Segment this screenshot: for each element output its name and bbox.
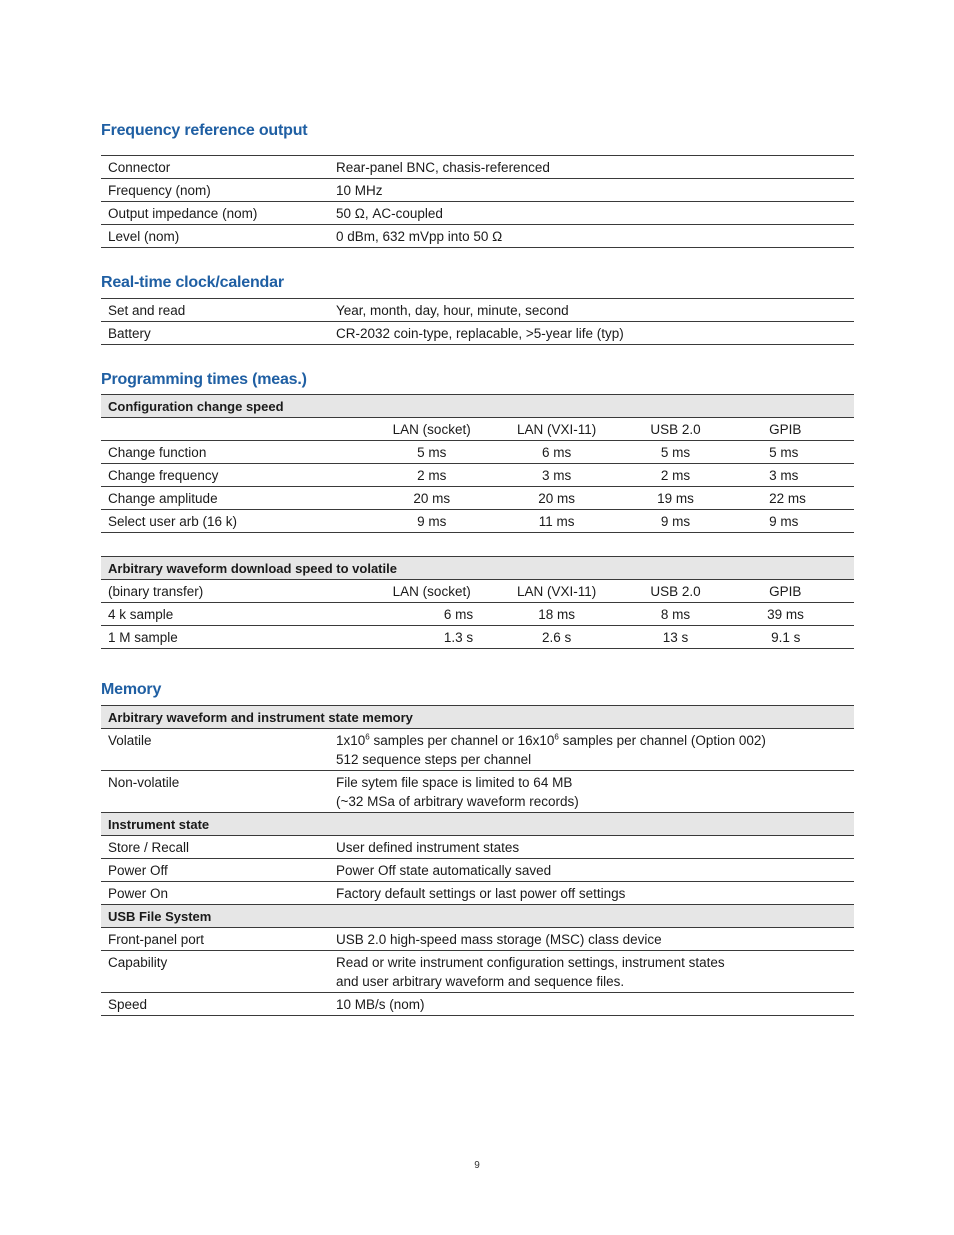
column-header (101, 418, 372, 441)
table-cell: 8 ms (660, 607, 691, 622)
table-row (101, 626, 854, 649)
table-header-row (101, 813, 854, 836)
table-row (101, 882, 854, 905)
table-row (101, 928, 854, 951)
table-row (101, 299, 854, 322)
spec-key: Output impedance (nom) (108, 206, 258, 221)
spec-key: Power On (108, 886, 169, 901)
table-cell: 5 ms (660, 445, 691, 460)
column-header: GPIB (769, 422, 802, 437)
table-cell: 20 ms (538, 491, 575, 506)
page-number: 9 (474, 1160, 480, 1171)
spec-value: Factory default settings or last power off settings (336, 886, 626, 901)
table-row (101, 441, 854, 464)
table-cell: 9 ms (769, 514, 799, 529)
table-cell: 13 s (662, 630, 689, 645)
spec-value: 10 MB/s (nom) (336, 997, 425, 1012)
spec-value-text: and user arbitrary waveform and sequence files. (336, 974, 625, 989)
table-row (101, 156, 854, 179)
column-header: LAN (socket) (392, 422, 471, 437)
table-cell: 6 ms (541, 445, 572, 460)
table-header-row (101, 905, 854, 928)
spec-value: Power Off state automatically saved (336, 863, 552, 878)
table-header-row (101, 557, 854, 580)
spec-key: Capability (108, 955, 168, 970)
table-cell: 2 ms (660, 468, 691, 483)
table-group-header: Instrument state (101, 813, 854, 836)
spec-value: Rear-panel BNC, chasis-referenced (336, 160, 550, 175)
column-header: LAN (VXI-11) (516, 422, 597, 437)
row-label: Change function (108, 445, 207, 460)
spec-value-text: Read or write instrument configuration settings, instrument states (336, 955, 725, 970)
table-header-row (101, 706, 854, 729)
table-row (101, 510, 854, 533)
section-title-memory: Memory (101, 681, 162, 698)
spec-value-text: 1x10 (336, 733, 366, 748)
section-title-frequency-reference: Frequency reference output (101, 122, 308, 139)
table-cell: 9 ms (417, 514, 447, 529)
spec-value: 10 MHz (336, 183, 383, 198)
table-header-row (101, 395, 854, 418)
spec-key: Frequency (nom) (108, 183, 211, 198)
spec-key: Set and read (108, 303, 186, 318)
table-row (101, 322, 854, 345)
spec-value-text: File sytem file space is limited to 64 MB (336, 775, 573, 790)
real-time-clock-table (101, 298, 854, 345)
row-label: Change amplitude (108, 491, 218, 506)
spec-key: Non-volatile (108, 775, 180, 790)
spec-value: User defined instrument states (336, 840, 520, 855)
spec-key: Battery (108, 326, 151, 341)
row-label: Select user arb (16 k) (108, 514, 238, 529)
section-title-real-time-clock: Real-time clock/calendar (101, 274, 284, 291)
exponent: 6 (365, 732, 370, 742)
exponent: 6 (554, 732, 559, 742)
row-label: 1 M sample (108, 630, 178, 645)
spec-value: 0 dBm, 632 mVpp into 50 Ω (336, 229, 503, 244)
table-cell: 9 ms (660, 514, 691, 529)
spec-value: Year, month, day, hour, minute, second (336, 303, 569, 318)
column-header: USB 2.0 (650, 422, 701, 437)
column-header: LAN (socket) (392, 584, 471, 599)
section-title-programming-times: Programming times (meas.) (101, 371, 307, 388)
row-label: Change frequency (108, 468, 219, 483)
table-cell: 6 ms (443, 607, 474, 622)
table-cell: 3 ms (769, 468, 799, 483)
table-group-header: Arbitrary waveform download speed to volatile (101, 557, 854, 580)
column-header: LAN (VXI-11) (516, 584, 597, 599)
table-row (101, 179, 854, 202)
memory-table (101, 705, 854, 1016)
arbitrary-download-speed-table (101, 556, 854, 649)
spec-value (329, 729, 854, 771)
column-header: USB 2.0 (650, 584, 701, 599)
column-header: (binary transfer) (108, 584, 204, 599)
spec-value (329, 951, 854, 993)
table-cell: 2 ms (417, 468, 447, 483)
table-row (101, 951, 854, 993)
table-group-header: Configuration change speed (101, 395, 854, 418)
spec-key: Power Off (108, 863, 168, 878)
spec-value-text: 512 sequence steps per channel (336, 752, 532, 767)
column-header: GPIB (769, 584, 802, 599)
table-cell: 11 ms (538, 514, 575, 529)
table-cell: 3 ms (541, 468, 572, 483)
table-row (101, 225, 854, 248)
frequency-reference-table (101, 155, 854, 248)
spec-value: CR-2032 coin-type, replacable, >5-year life (typ) (336, 326, 624, 341)
spec-key: Connector (108, 160, 171, 175)
table-cell: 5 ms (769, 445, 799, 460)
table-cell: 1.3 s (443, 630, 474, 645)
spec-key: Store / Recall (108, 840, 190, 855)
table-row (101, 729, 854, 771)
spec-key: Volatile (108, 733, 152, 748)
table-row (101, 464, 854, 487)
spec-value-text: samples per channel (Option 002) (558, 733, 766, 748)
spec-key: Speed (108, 997, 148, 1012)
configuration-change-speed-table (101, 394, 854, 533)
table-row (101, 836, 854, 859)
table-cell: 22 ms (769, 491, 806, 506)
spec-value: USB 2.0 high-speed mass storage (MSC) class device (336, 932, 662, 947)
table-group-header: Arbitrary waveform and instrument state memory (101, 706, 854, 729)
spec-key: Front-panel port (108, 932, 205, 947)
table-row (101, 771, 854, 813)
table-row (101, 487, 854, 510)
table-group-header: USB File System (101, 905, 854, 928)
table-row (101, 603, 854, 626)
table-cell: 18 ms (538, 607, 575, 622)
spec-value-text: samples per channel or 16x10 (369, 733, 555, 748)
table-column-header-row (101, 580, 854, 603)
table-row (101, 859, 854, 882)
table-cell: 2.6 s (541, 630, 572, 645)
table-row (101, 202, 854, 225)
spec-value: 50 Ω, AC-coupled (336, 206, 443, 221)
row-label: 4 k sample (108, 607, 174, 622)
table-cell: 9.1 s (771, 630, 801, 645)
table-cell: 5 ms (417, 445, 447, 460)
table-cell: 20 ms (413, 491, 451, 506)
spec-value (329, 771, 854, 813)
table-column-header-row (101, 418, 854, 441)
spec-value-text: (~32 MSa of arbitrary waveform records) (336, 794, 579, 809)
table-row (101, 993, 854, 1016)
table-cell: 39 ms (767, 607, 804, 622)
spec-key: Level (nom) (108, 229, 180, 244)
table-cell: 19 ms (657, 491, 694, 506)
